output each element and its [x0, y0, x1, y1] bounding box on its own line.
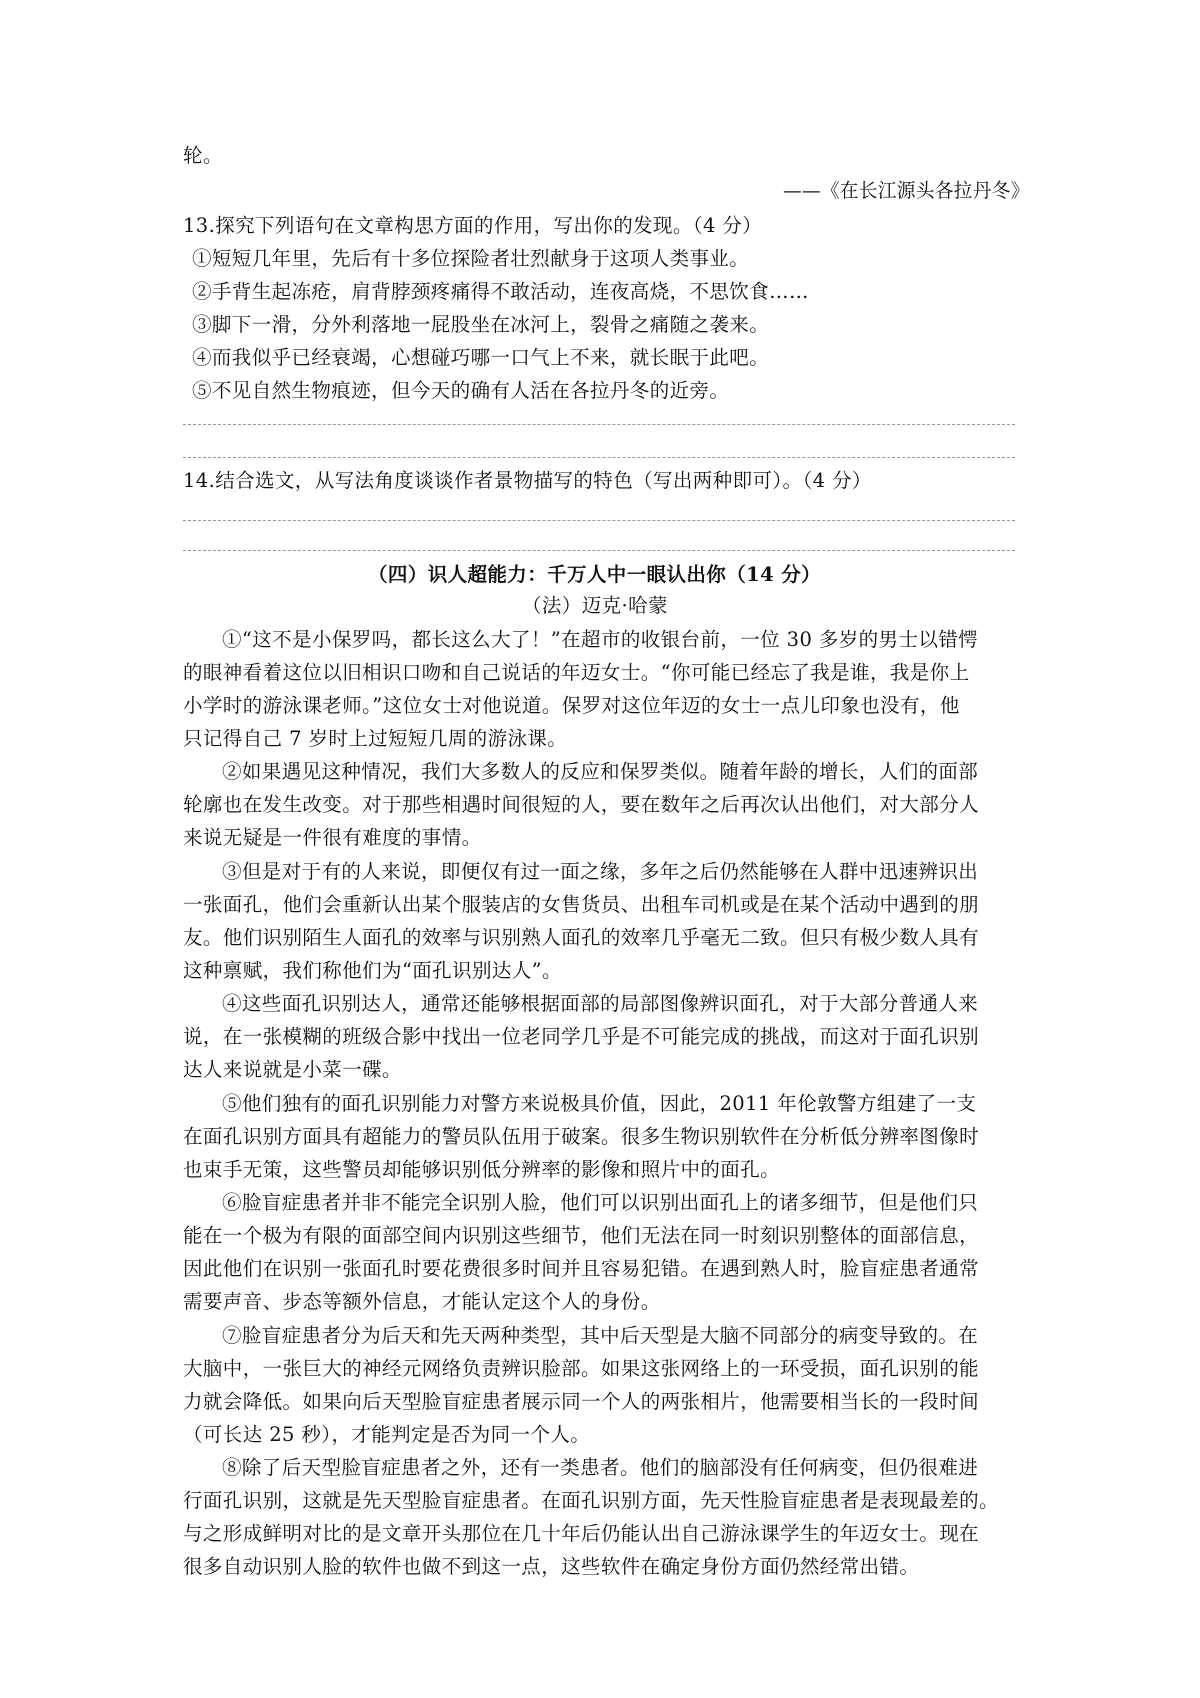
question-13-item: ④而我似乎已经衰竭，心想碰巧哪一口气上不来，就长眠于此吧。 — [192, 346, 770, 369]
article-line: ③但是对于有的人来说，即便仅有过一面之缘，多年之后仍然能够在人群中迅速辨识出 — [222, 860, 979, 883]
article-line: 的眼神看着这位以旧相识口吻和自己说话的年迈女士。“你可能已经忘了我是谁，我是你上 — [183, 661, 970, 684]
answer-line[interactable] — [183, 424, 1015, 425]
article-line: 行面孔识别，这就是先天型脸盲症患者。在面孔识别方面，先天性脸盲症患者是表现最差的。 — [183, 1489, 999, 1512]
article-line: 很多自动识别人脸的软件也做不到这一点，这些软件在确定身份方面仍然经常出错。 — [183, 1555, 920, 1578]
article-line: ⑤他们独有的面孔识别能力对警方来说极具价值，因此，2011 年伦敦警方组建了一支 — [222, 1092, 977, 1115]
article-line: 力就会降低。如果向后天型脸盲症患者展示同一个人的两张相片，他需要相当长的一段时间 — [183, 1390, 980, 1413]
question-13-item: ③脚下一滑，分外利落地一屁股坐在冰河上，裂骨之痛随之袭来。 — [192, 313, 770, 336]
article-line: 也束手无策，这些警员却能够识别低分辨率的影像和照片中的面孔。 — [183, 1158, 781, 1181]
article-line: 能在一个极为有限的面部空间内识别这些细节，他们无法在同一时刻识别整体的面部信息， — [183, 1224, 980, 1247]
question-14-prompt: 14.结合选文，从写法角度谈谈作者景物描写的特色（写出两种即可）。（4 分） — [183, 469, 872, 492]
article-line: （可长达 25 秒），才能判定是否为同一个人。 — [183, 1423, 591, 1446]
article-line: ①“这不是小保罗吗，都长这么大了！”在超市的收银台前，一位 30 多岁的男士以错愕 — [222, 628, 979, 651]
article-line: ②如果遇见这种情况，我们大多数人的反应和保罗类似。随着年龄的增长，人们的面部 — [222, 760, 979, 783]
article-line: ⑧除了后天型脸盲症患者之外，还有一类患者。他们的脑部没有任何病变，但仍很难进 — [222, 1456, 979, 1479]
article-line: ⑥脸盲症患者并非不能完全识别人脸，他们可以识别出面孔上的诸多细节，但是他们只 — [222, 1191, 979, 1214]
article-line: 一张面孔，他们会重新认出某个服装店的女售货员、出租车司机或是在某个活动中遇到的朋 — [183, 893, 980, 916]
article-line: ⑦脸盲症患者分为后天和先天两种类型，其中后天型是大脑不同部分的病变导致的。在 — [222, 1324, 979, 1347]
question-13-prompt: 13.探究下列语句在文章构思方面的作用，写出你的发现。（4 分） — [183, 214, 763, 237]
article-line: 只记得自己 7 岁时上过短短几周的游泳课。 — [183, 727, 568, 750]
answer-line[interactable] — [183, 520, 1015, 521]
article-line: ④这些面孔识别达人，通常还能够根据面部的局部图像辨识面孔，对于大部分普通人来 — [222, 992, 979, 1015]
article-line: 友。他们识别陌生人面孔的效率与识别熟人面孔的效率几乎毫无二致。但只有极少数人具有 — [183, 926, 980, 949]
article-author: （法）迈克·哈蒙 — [522, 594, 668, 617]
article-line: 需要声音、步态等额外信息，才能认定这个人的身份。 — [183, 1290, 661, 1313]
article-line: 小学时的游泳课老师。”这位女士对他说道。保罗对这位年迈的女士一点儿印象也没有，他 — [183, 694, 960, 717]
answer-line[interactable] — [183, 457, 1015, 458]
passage-source: ——《在长江源头各拉丹冬》 — [783, 179, 1030, 202]
article-line: 来说无疑是一件很有难度的事情。 — [183, 826, 482, 849]
article-line: 达人来说就是小菜一碟。 — [183, 1058, 402, 1081]
question-13-item: ⑤不见自然生物痕迹，但今天的确有人活在各拉丹冬的近旁。 — [192, 379, 730, 402]
article-line: 在面孔识别方面具有超能力的警员队伍用于破案。很多生物识别软件在分析低分辨率图像时 — [183, 1125, 980, 1148]
article-line: 大脑中，一张巨大的神经元网络负责辨识脸部。如果这张网络上的一环受损，面孔识别的能 — [183, 1357, 980, 1380]
article-line: 这种禀赋，我们称他们为“面孔识别达人”。 — [183, 959, 562, 982]
answer-line[interactable] — [183, 550, 1015, 551]
question-13-item: ①短短几年里，先后有十多位探险者壮烈献身于这项人类事业。 — [192, 247, 750, 270]
article-line: 说，在一张模糊的班级合影中找出一位老同学几乎是不可能完成的挑战，而这对于面孔识别 — [183, 1025, 980, 1048]
question-13-item: ②手背生起冻疮，肩背脖颈疼痛得不敢活动，连夜高烧，不思饮食…… — [192, 280, 809, 303]
section-title: （四）识人超能力：千万人中一眼认出你（14 分） — [368, 563, 822, 586]
article-line: 与之形成鲜明对比的是文章开头那位在几十年后仍能认出自己游泳课学生的年迈女士。现在 — [183, 1522, 980, 1545]
article-line: 轮廓也在发生改变。对于那些相遇时间很短的人，要在数年之后再次认出他们，对大部分人 — [183, 793, 980, 816]
article-line: 因此他们在识别一张面孔时要花费很多时间并且容易犯错。在遇到熟人时，脸盲症患者通常 — [183, 1257, 980, 1280]
passage-fragment: 轮。 — [183, 144, 223, 167]
